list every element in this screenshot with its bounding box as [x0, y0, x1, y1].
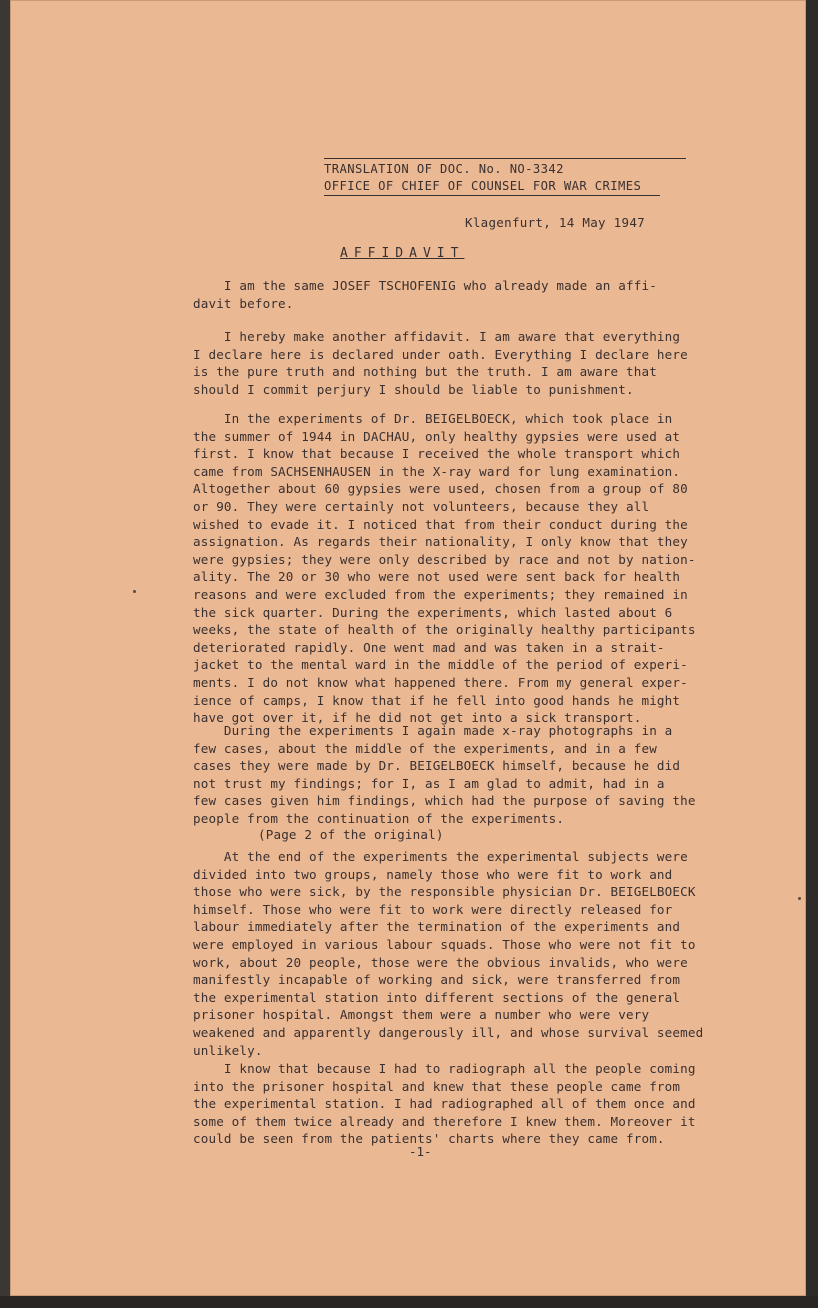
place-date: Klagenfurt, 14 May 1947: [465, 215, 645, 230]
page-marker: (Page 2 of the original): [258, 827, 444, 842]
page-number: -1-: [409, 1144, 432, 1159]
paragraph-3: In the experiments of Dr. BEIGELBOECK, which took place in the summer of 1944 in DACHAU, only healthy gypsies were used at first. I know that because I received the whole transport which came from SACHSENHAUSEN in the X-ray ward for lung examination. Altogether about 60 gypsies were used, chosen from a group of 80 or 90. They were certainly not volunteers, because they all wished to evade it. I noticed that from their conduct during the assignation. As regards their nationality, I only know that they were gypsies; they were only described by race and not by nation- ality. The 20 or 30 who were not used were sent back for health reasons and were excluded from the experiments; they remained in the sick quarter. During the experiments, which lasted about 6 weeks, the state of health of the originally healthy participants deteriorated rapidly. One went mad and was taken in a strait- jacket to the mental ward in the middle of the period of experi- ments. I do not know what happened there. From my general exper- ience of camps, I know that if he fell into good hands he might have got over it, if he did not get into a sick transport.: [193, 411, 696, 726]
paper-speck: [133, 590, 136, 593]
paper-speck: [798, 897, 801, 900]
header-line-office: OFFICE OF CHIEF OF COUNSEL FOR WAR CRIMES: [324, 178, 660, 196]
header-line-translation: TRANSLATION OF DOC. No. NO-3342: [324, 162, 564, 176]
document-page: [10, 0, 806, 1296]
document-header: [324, 158, 686, 196]
paragraph-4: During the experiments I again made x-ray photographs in a few cases, about the middle of the experiments, and in a few cases they were made by Dr. BEIGELBOECK himself, because he did not trust my findings; for I, as I am glad to admit, had in a few cases given him findings, which had the purpose of saving the people from the continuation of the experiments.: [193, 723, 696, 826]
paragraph-2: I hereby make another affidavit. I am aware that everything I declare here is declared under oath. Everything I declare here is the pure truth and nothing but the truth. I am aware that should I commit perjury I should be liable to punishment.: [193, 329, 688, 397]
paragraph-5: At the end of the experiments the experimental subjects were divided into two groups, namely those who were fit to work and those who were sick, by the responsible physician Dr. BEIGELBOECK himself. Those who were fit to work were directly released for labour immediately after the termination of the experiments and were employed in various labour squads. Those who were not fit to work, about 20 people, those were the obvious invalids, who were manifestly incapable of working and sick, were transferred from the experimental station into different sections of the general prisoner hospital. Amongst them were a number who were very weakened and apparently dangerously ill, and whose survival seemed unlikely.: [193, 849, 704, 1058]
document-title: AFFIDAVIT: [340, 246, 465, 261]
page-edge-bottom: [0, 1296, 818, 1308]
paragraph-1: I am the same JOSEF TSCHOFENIG who already made an affi- davit before.: [193, 278, 657, 311]
paragraph-6: I know that because I had to radiograph all the people coming into the prisoner hospital and knew that these people came from the experimental station. I had radiographed all of them once and some of them twice already and therefore I knew them. Moreover it could be seen from the patients' charts where they came from.: [193, 1061, 696, 1147]
page-edge-right: [806, 0, 818, 1308]
